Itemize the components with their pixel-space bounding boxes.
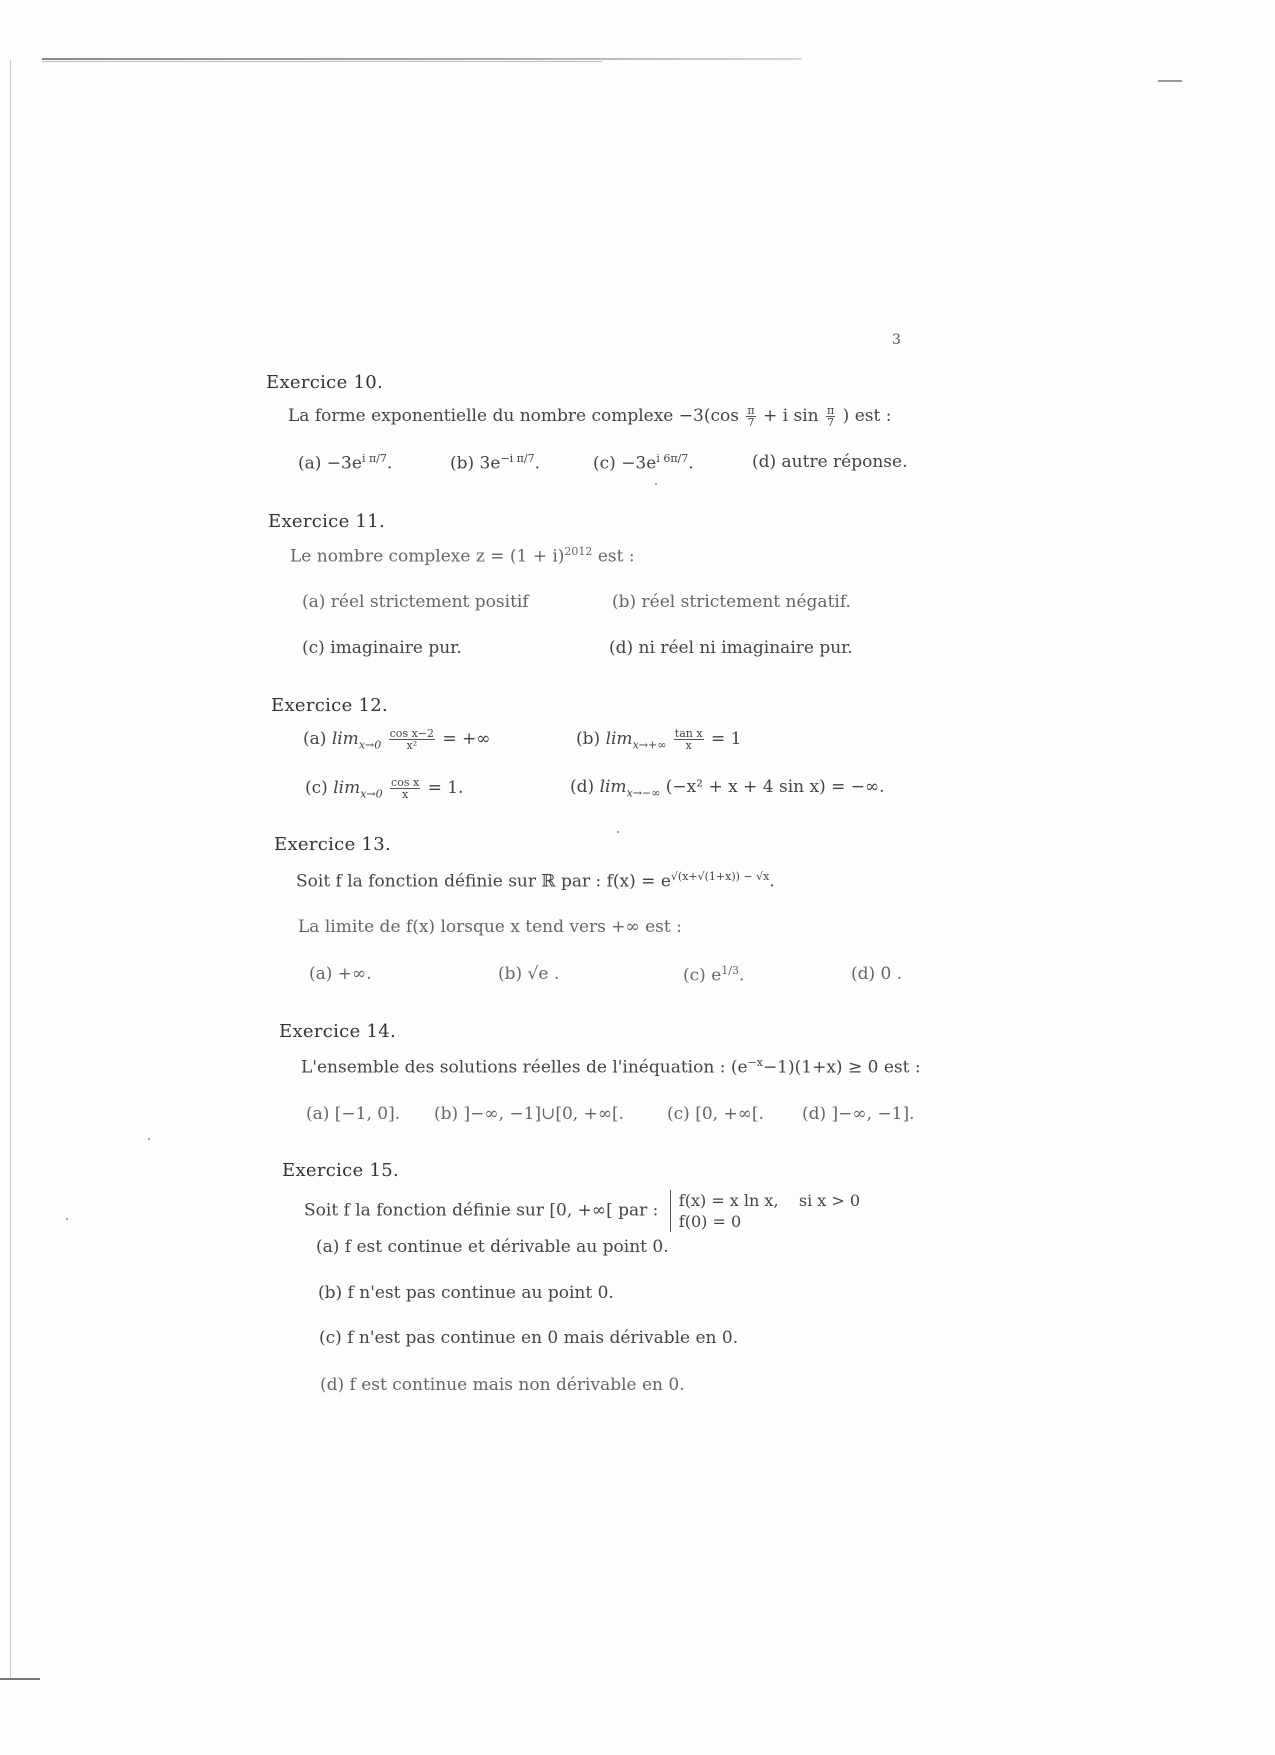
exercise-10-title: Exercice 10. (266, 372, 384, 393)
exercise-11-option-c: (c) imaginaire pur. (302, 638, 462, 658)
page-number: 3 (892, 332, 901, 348)
exercise-14-option-a: (a) [−1, 0]. (306, 1104, 401, 1124)
exercise-15-option-b: (b) f n'est pas continue au point 0. (318, 1283, 614, 1303)
exercise-15-title: Exercice 15. (282, 1160, 400, 1181)
exercise-12-option-c: (c) $\lim_{x\to 0}$ $\frac{\text{cos x}}{x}$ = 1. (305, 776, 464, 801)
piecewise-definition: f(x) = x ln x, si x > 0 f(0) = 0 (670, 1190, 860, 1232)
exercise-14-option-c: (c) [0, +∞[. (667, 1104, 764, 1124)
scan-mark-right (1158, 80, 1182, 82)
exercise-11-title: Exercice 11. (268, 511, 386, 532)
exercise-12-option-b: (b) $\lim_{x\to+\infty}$ $\frac{\text{tan x}}{x}$ = 1 (576, 727, 742, 752)
scan-edge-top-shadow (42, 61, 602, 62)
exercise-12-option-a: (a) $\lim_{x\to 0}$ $\frac{\text{cos x−2}}{\text{x²}}$ = +∞ (303, 727, 491, 752)
scan-edge-corner (0, 1678, 40, 1680)
exercise-10-option-b: (b) $3e^{-i \pi/7}$. (450, 452, 541, 474)
exercise-10-option-a: $(a) -3e^{i \pi/7}$. (298, 452, 393, 474)
exercise-13-option-c: (c) $e^{1/3}$. (683, 964, 745, 986)
exercise-15-option-d: (d) f est continue mais non dérivable en 0. (320, 1375, 685, 1395)
exercise-14-title: Exercice 14. (279, 1021, 397, 1042)
exercise-13-title: Exercice 13. (274, 834, 392, 855)
exercise-10-option-c: $(c) -3e^{i 6\pi/7}$. (593, 452, 694, 474)
exercise-13-option-d: (d) 0 . (851, 964, 903, 984)
exercise-14-option-b: (b) ]−∞, −1]∪[0, +∞[. (434, 1104, 625, 1124)
exercise-11-option-a: (a) réel strictement positif (302, 592, 529, 612)
exercise-10-prompt: La forme exponentielle du nombre complexe −3(cos $\frac{\pi}{7}$ + i sin $\frac{\pi}{7}$ ) est : (288, 404, 892, 429)
exercise-11-option-b: (b) réel strictement négatif. (612, 592, 851, 612)
exercise-13-option-b: (b) √e . (498, 964, 560, 984)
exercise-13-prompt: Soit f la fonction définie sur ℝ par : $f(x) = e^{√(x+√(1+x)) - √x}$. (296, 870, 775, 892)
exercise-15-prompt: Soit f la fonction définie sur [0, +∞[ par : f(x) = x ln x, si x > 0 f(0) = 0 (304, 1191, 861, 1231)
exercise-11-prompt: Le nombre complexe $z = (1 + i)^{2012}$ est : (290, 545, 635, 567)
scan-speck (148, 1138, 150, 1140)
exercise-12-option-d: (d) $\lim_{x\to-\infty} (-x^2 + x + 4$ sin x) = −∞. (570, 777, 885, 800)
exercise-13-option-a: (a) +∞. (309, 964, 372, 984)
exercise-14-option-d: (d) ]−∞, −1]. (802, 1104, 915, 1124)
exercise-12-title: Exercice 12. (271, 695, 389, 716)
scan-speck (655, 483, 657, 485)
exercise-14-prompt: L'ensemble des solutions réelles de l'inéquation : $(e^{-x}-1)(1+x) \ge 0$ est : (301, 1056, 921, 1078)
scan-edge-left (10, 60, 11, 1680)
scan-edge-top (42, 58, 802, 60)
exercise-13-question: La limite de f(x) lorsque x tend vers +∞ est : (298, 917, 682, 937)
scan-speck (617, 831, 619, 833)
exercise-10-option-d: (d) autre réponse. (752, 452, 908, 472)
scan-speck (66, 1218, 68, 1220)
exercise-15-option-c: (c) f n'est pas continue en 0 mais dérivable en 0. (319, 1328, 739, 1348)
exercise-15-option-a: (a) f est continue et dérivable au point 0. (316, 1237, 669, 1257)
exercise-11-option-d: (d) ni réel ni imaginaire pur. (609, 638, 853, 658)
